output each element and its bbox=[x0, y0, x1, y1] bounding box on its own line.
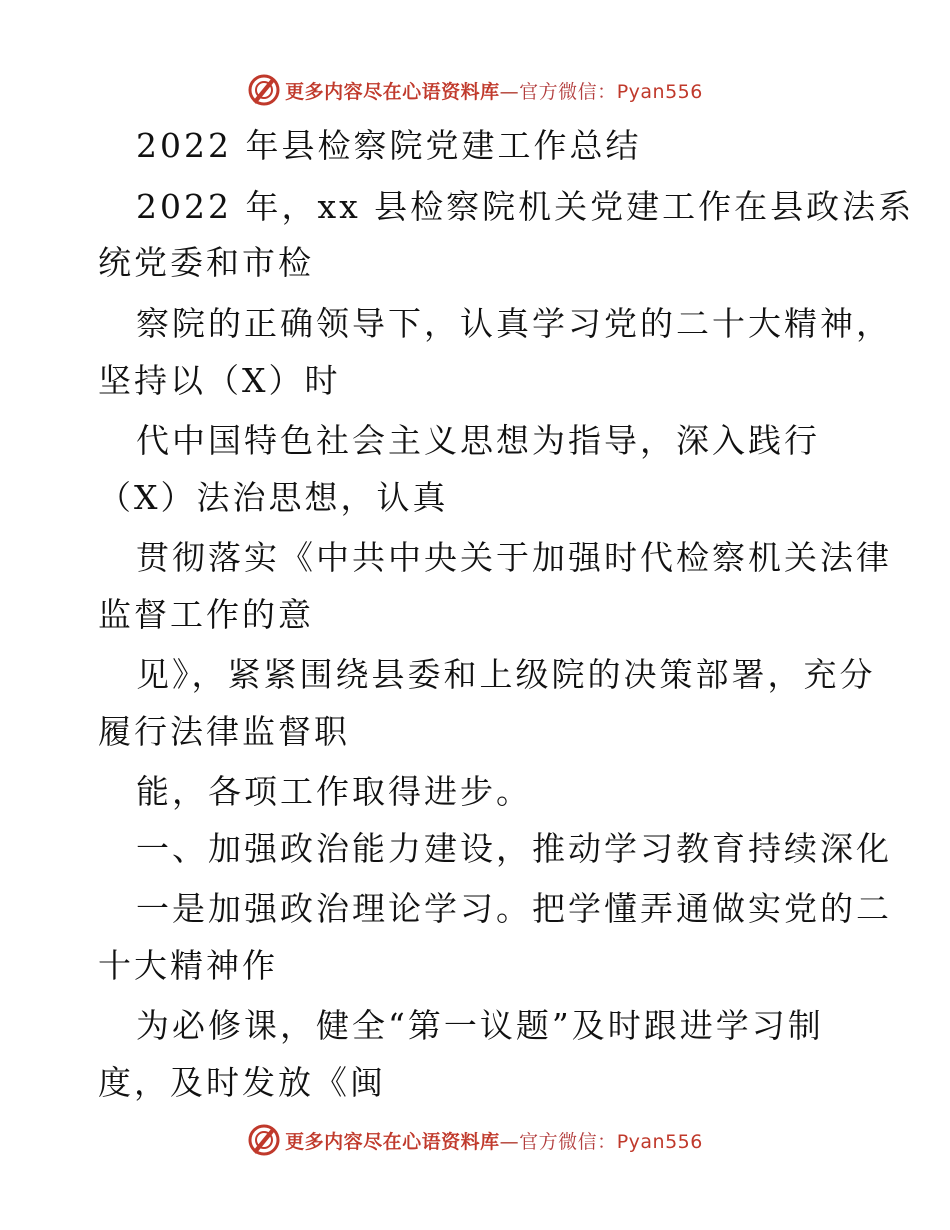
paragraph-line: （X）法治思想，认真 bbox=[98, 478, 449, 517]
paragraph-line: 统党委和市检 bbox=[98, 243, 314, 282]
document-title: 2022 年县检察院党建工作总结 bbox=[136, 126, 642, 165]
paragraph-line: 贯彻落实《中共中央关于加强时代检察机关法律 bbox=[136, 538, 892, 577]
paragraph-line: 履行法律监督职 bbox=[98, 712, 350, 751]
paragraph-line: 监督工作的意 bbox=[98, 595, 314, 634]
watermark-text: 更多内容尽在心语资料库—官方微信：Pyan556 bbox=[285, 1130, 703, 1153]
paragraph-line: 度，及时发放《闽 bbox=[98, 1063, 386, 1102]
paragraph-line: 坚持以（X）时 bbox=[98, 361, 341, 400]
watermark-text: 更多内容尽在心语资料库—官方微信：Pyan556 bbox=[285, 80, 703, 103]
paragraph-line: 见》，紧紧围绕县委和上级院的决策部署，充分 bbox=[136, 655, 876, 694]
paragraph-line: 察院的正确领导下，认真学习党的二十大精神， bbox=[136, 304, 892, 343]
watermark-banner-bottom bbox=[0, 1120, 950, 1160]
paragraph-line: 一是加强政治理论学习。把学懂弄通做实党的二 bbox=[136, 889, 892, 928]
paragraph-line: 十大精神作 bbox=[98, 946, 278, 985]
paragraph-line: 能，各项工作取得进步。 bbox=[136, 772, 532, 811]
paragraph-line: 代中国特色社会主义思想为指导，深入践行 bbox=[136, 421, 820, 460]
paragraph-line: 2022 年，xx 县检察院机关党建工作在县政法系 bbox=[136, 187, 915, 226]
paragraph-line: 为必修课，健全“第一议题”及时跟进学习制 bbox=[136, 1006, 824, 1045]
section-heading: 一、加强政治能力建设，推动学习教育持续深化 bbox=[136, 829, 892, 868]
quill-logo-icon bbox=[247, 1123, 281, 1157]
